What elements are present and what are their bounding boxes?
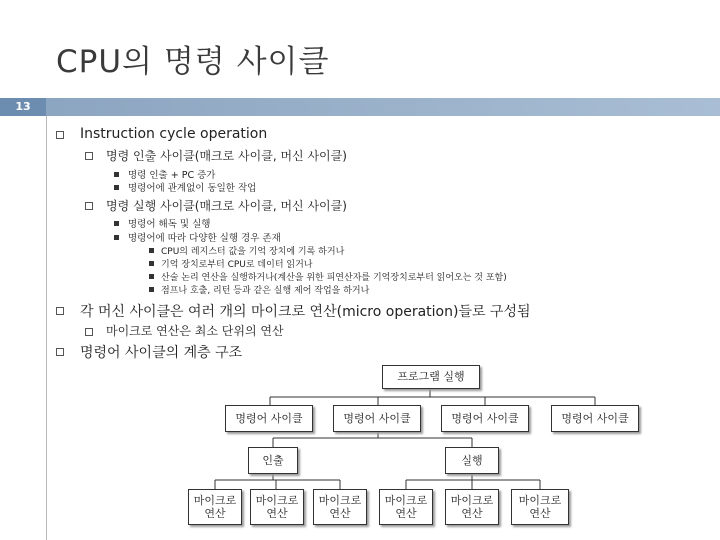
execute-sub-2: 기억 장치로부터 CPU로 데이터 읽거나 (161, 260, 313, 270)
micro-op-box-1 (188, 489, 242, 525)
micro-op-label: 마이크로 (450, 494, 494, 507)
instruction-cycle-box-4: 명령어 사이클 (551, 405, 639, 432)
execute-sub-3: 산술 논리 연산을 실행하거나(계산을 위한 피연산자를 기억장치로부터 읽어오는 것 포함) (161, 273, 507, 283)
point-execute-cycle: 명령 실행 사이클(매크로 사이클, 머신 사이클) (106, 199, 347, 213)
micro-op-box-3 (313, 489, 367, 525)
execute-item-1: 명령어 해독 및 실행 (128, 219, 211, 230)
micro-op-label: 마이크로 (318, 494, 362, 507)
micro-op-label: 마이크로 (384, 494, 428, 507)
point-fetch-cycle: 명령 인출 사이클(매크로 사이클, 머신 사이클) (106, 149, 347, 163)
micro-op-label: 연산 (204, 507, 226, 520)
micro-op-label: 연산 (329, 507, 351, 520)
point-instruction-cycle: Instruction cycle operation (80, 126, 268, 142)
micro-op-box-6 (511, 489, 569, 525)
micro-op-box-4 (379, 489, 433, 525)
execute-sub-4: 점프나 호출, 리턴 등과 같은 실행 제어 작업을 하거나 (161, 286, 370, 296)
slide-number: 13 (0, 98, 46, 116)
execute-sub-1: CPU의 레지스터 값을 기억 장치에 기록 하거나 (161, 247, 345, 257)
micro-op-label: 연산 (395, 507, 417, 520)
instruction-cycle-box-3: 명령어 사이클 (441, 405, 529, 432)
execute-item-2: 명령어에 따라 다양한 실행 경우 존재 (128, 233, 281, 244)
fetch-item-2: 명령어에 관계없이 동일한 작업 (128, 183, 257, 194)
slide-title: CPU의 명령 사이클 (56, 44, 330, 80)
micro-op-box-2 (250, 489, 304, 525)
micro-op-box-5 (445, 489, 499, 525)
micro-op-label: 연산 (461, 507, 483, 520)
point-hierarchy: 명령어 사이클의 계층 구조 (80, 345, 243, 361)
fetch-phase-box: 인출 (248, 447, 298, 474)
instruction-cycle-box-2: 명령어 사이클 (333, 405, 421, 432)
point-micro-operations: 각 머신 사이클은 여러 개의 마이크로 연산(micro operation)들로 구성됨 (80, 304, 531, 320)
micro-op-label: 마이크로 (255, 494, 299, 507)
point-micro-definition: 마이크로 연산은 최소 단위의 연산 (106, 324, 284, 338)
program-execution-box: 프로그램 실행 (382, 365, 480, 389)
instruction-cycle-box-1: 명령어 사이클 (225, 405, 313, 432)
micro-op-label: 마이크로 (518, 494, 562, 507)
micro-op-label: 마이크로 (193, 494, 237, 507)
fetch-item-1: 명령 인출 + PC 증가 (128, 170, 216, 181)
micro-op-label: 연산 (266, 507, 288, 520)
execute-phase-box: 실행 (445, 447, 499, 474)
micro-op-label: 연산 (529, 507, 551, 520)
